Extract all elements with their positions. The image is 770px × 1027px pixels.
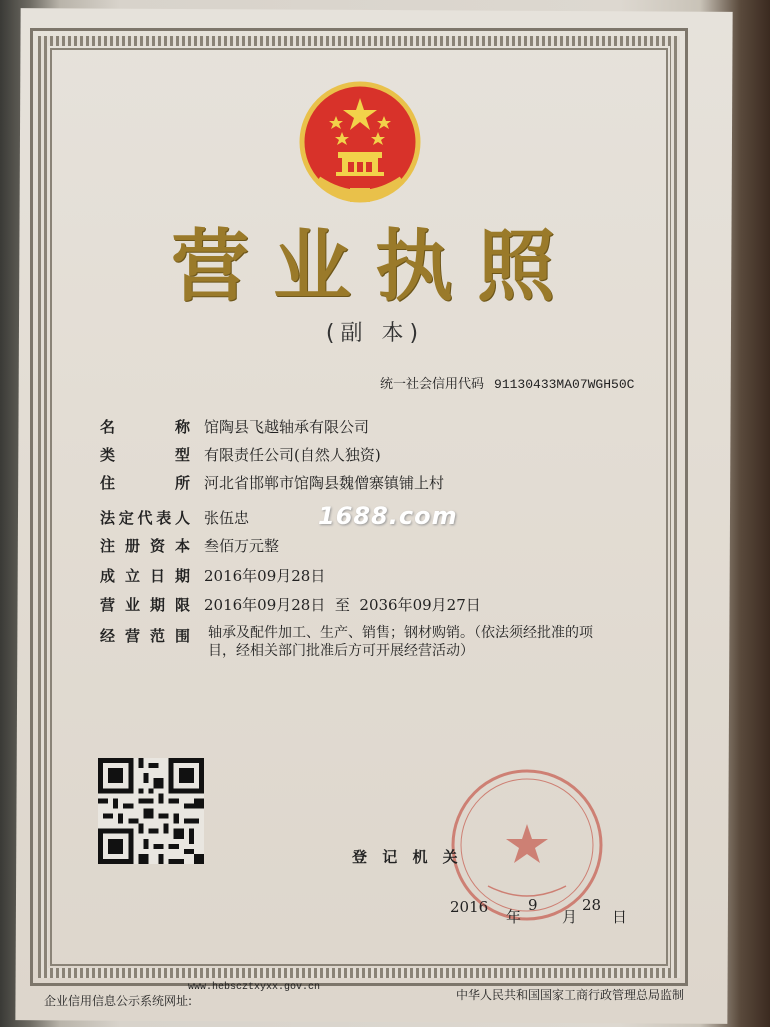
field-value: 叁佰万元整 (204, 537, 280, 555)
field-value: 馆陶县飞越轴承有限公司 (204, 418, 370, 436)
reg-year-char: 年 (506, 908, 522, 926)
field-business-scope (100, 625, 190, 646)
field-label: 法定代表人 (100, 509, 190, 527)
credit-code-value: 91130433MA07WGH50C (494, 377, 635, 392)
reg-month-char: 月 (562, 908, 578, 926)
field-label: 注册资本 (100, 537, 190, 555)
footer-website-label: 企业信用信息公示系统网址: (44, 994, 193, 1008)
document-title: 营业执照 (170, 222, 579, 312)
field-value: 2016年09月28日 (204, 567, 326, 585)
business-scope-text: 轴承及配件加工、生产、销售；钢材购销。（依法须经批准的项目，经相关部门批准后方可开展经营活动） (208, 625, 593, 659)
document-subtitle: (副 本) (325, 321, 425, 346)
field-label: 类型 (100, 446, 190, 464)
field-registered-capital (100, 535, 280, 556)
field-label: 成立日期 (100, 567, 190, 585)
field-value: 2016年09月28日 至 2036年09月27日 (204, 596, 481, 614)
reg-year: 2016 (450, 898, 489, 916)
national-emblem-icon (298, 80, 422, 210)
qr-code-icon (98, 758, 204, 864)
field-value: 张伍忠 (204, 509, 250, 527)
reg-month: 9 (528, 896, 538, 914)
footer-issuer: 中华人民共和国国家工商行政管理总局监制 (456, 988, 685, 1002)
field-established-date (100, 565, 326, 586)
watermark-text: 1688.com (318, 502, 458, 530)
field-business-term (100, 594, 481, 615)
reg-day: 28 (582, 896, 602, 914)
field-type (100, 444, 381, 465)
field-value: 河北省邯郸市馆陶县魏僧寨镇铺上村 (204, 474, 445, 492)
field-label: 经营范围 (100, 627, 190, 645)
credit-code-line (380, 373, 634, 392)
field-label: 名称 (100, 418, 190, 436)
field-address (100, 472, 445, 493)
field-legal-representative (100, 507, 250, 528)
footer-website-url: www.hebscztxyxx.gov.cn (188, 982, 321, 993)
field-label: 营业期限 (100, 596, 190, 614)
credit-code-label: 统一社会信用代码 (380, 377, 485, 392)
field-label: 住所 (100, 474, 190, 492)
reg-day-char: 日 (612, 908, 628, 926)
field-value: 有限责任公司(自然人独资) (204, 446, 381, 464)
registration-authority-label: 登 记 机 关 (352, 848, 463, 866)
field-name (100, 416, 370, 437)
